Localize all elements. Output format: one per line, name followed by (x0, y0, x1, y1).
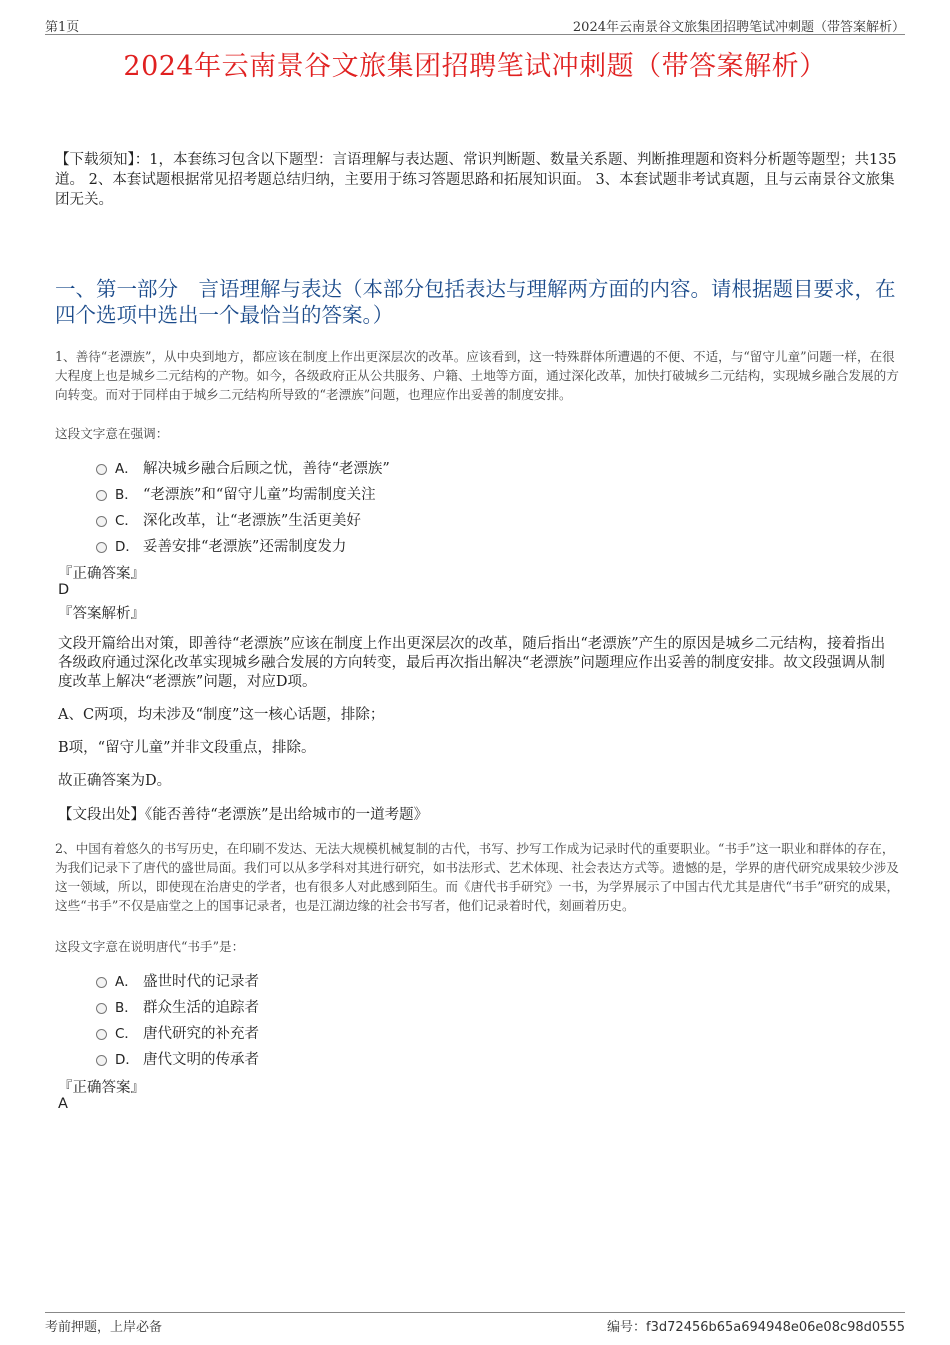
radio-button-icon[interactable] (96, 490, 107, 501)
question-2-option-c[interactable] (96, 1019, 259, 1045)
option-letter: C． (115, 513, 138, 529)
question-1-source: 【文段出处】《能否善待“老漂族”是出给城市的一道考题》 (58, 807, 429, 823)
option-text: 唐代文明的传承者 (143, 1051, 259, 1068)
question-1-option-a[interactable] (96, 454, 390, 480)
question-2-stem: 这段文字意在说明唐代“书手”是： (55, 939, 245, 954)
question-2-option-b[interactable] (96, 993, 259, 1019)
radio-button-icon[interactable] (96, 977, 107, 988)
question-2-answer-label: 『正确答案』 (58, 1080, 145, 1096)
option-text: 盛世时代的记录者 (143, 973, 259, 990)
option-letter: D． (115, 1052, 139, 1068)
option-letter: C． (115, 1026, 138, 1042)
question-2-option-a[interactable] (96, 967, 259, 993)
option-letter: D． (115, 539, 139, 555)
question-1-stem: 这段文字意在强调： (55, 426, 169, 441)
option-text: 妥善安排“老漂族”还需制度发力 (143, 538, 347, 555)
section-title: 一、第一部分 言语理解与表达（本部分包括表达与理解两方面的内容。请根据题目要求，在四个选项中选出一个最恰当的答案。） (55, 277, 896, 327)
option-text: “老漂族”和“留守儿童”均需制度关注 (143, 486, 376, 503)
question-1-analysis-ac: A、C两项，均未涉及“制度”这一核心话题，排除； (58, 707, 385, 723)
radio-button-icon[interactable] (96, 1003, 107, 1014)
page-header (45, 14, 905, 35)
question-2-passage: 2、中国有着悠久的书写历史，在印刷不发达、无法大规模机械复制的古代，书写、抄写工作成为记录时代的重要职业。“书手”这一职业和群体的存在，为我们记录下了唐代的盛世局面。我们可以从多学科对其进行研究，如书法形式、艺术体现、社会表达方式等。遗憾的是，学界的唐代研究成果较少涉及这一领域，所以，即使现在治唐史的学者，也有很多人对此感到陌生。而《唐代书手研究》一书，为学界展示了中国古代尤其是唐代“书手”研究的成果，这些“书手”不仅是庙堂之上的国事记录者，也是江湖边缘的社会书写者，他们记录着时代，刻画着历史。 (55, 841, 900, 913)
question-1-option-c[interactable] (96, 506, 390, 532)
radio-button-icon[interactable] (96, 516, 107, 527)
document-title: 2024年云南景谷文旅集团招聘笔试冲刺题（带答案解析） (123, 51, 827, 82)
radio-button-icon[interactable] (96, 542, 107, 553)
header-doc-title: 2024年云南景谷文旅集团招聘笔试冲刺题（带答案解析） (572, 20, 905, 35)
question-2-option-d[interactable] (96, 1045, 259, 1071)
question-1-analysis-conclusion: 故正确答案为D。 (58, 773, 172, 789)
question-1-analysis-label: 『答案解析』 (58, 606, 145, 622)
page-number: 第1页 (45, 20, 80, 35)
option-text: 深化改革，让“老漂族”生活更美好 (143, 512, 361, 529)
radio-button-icon[interactable] (96, 464, 107, 475)
question-1-answer: D (58, 582, 70, 598)
question-1-analysis-main: 文段开篇给出对策，即善待“老漂族”应该在制度上作出更深层次的改革，随后指出“老漂族”产生的原因是城乡二元结构，接着指出各级政府通过深化改革实现城乡融合发展的方向转变，最后再次指出解决“老漂族”问题理应作出妥善的制度安排。故文段强调从制度改革上解决“老漂族”问题，对应D项。 (58, 636, 886, 690)
question-2-options (96, 967, 259, 1071)
question-1-passage: 1、善待“老漂族”，从中央到地方，都应该在制度上作出更深层次的改革。应该看到，这一特殊群体所遭遇的不便、不适，与“留守儿童”问题一样，在很大程度上也是城乡二元结构的产物。如今，各级政府正从公共服务、户籍、土地等方面，通过深化改革，加快打破城乡二元结构，实现城乡融合发展的方向转变。而对于同样由于城乡二元结构所导致的“老漂族”问题，也理应作出妥善的制度安排。 (55, 349, 899, 402)
footer-slogan: 考前押题，上岸必备 (45, 1320, 163, 1335)
download-notice: 【下载须知】：1，本套练习包含以下题型：言语理解与表达题、常识判断题、数量关系题、判断推理题和资料分析题等题型；共135道。 2、本套试题根据常见招考题总结归纳，主要用于练习答题思路和拓展知识面。 3、本套试题非考试真题，且与云南景谷文旅集团无关。 (55, 152, 897, 208)
option-text: 解决城乡融合后顾之忧，善待“老漂族” (143, 460, 390, 477)
question-1-option-d[interactable] (96, 532, 390, 558)
question-1-answer-label: 『正确答案』 (58, 566, 145, 582)
question-1-options (96, 454, 390, 558)
option-text: 唐代研究的补充者 (143, 1025, 259, 1042)
page-footer (45, 1312, 905, 1335)
radio-button-icon[interactable] (96, 1029, 107, 1040)
document-id: 编号：f3d72456b65a694948e06e08c98d0555 (607, 1320, 905, 1335)
option-letter: A． (115, 974, 138, 990)
question-1-option-b[interactable] (96, 480, 390, 506)
question-2-answer: A (58, 1096, 68, 1112)
option-letter: B． (115, 487, 138, 503)
question-1-analysis-b: B项，“留守儿童”并非文段重点，排除。 (58, 740, 316, 756)
option-letter: B． (115, 1000, 138, 1016)
radio-button-icon[interactable] (96, 1055, 107, 1066)
option-letter: A． (115, 461, 138, 477)
option-text: 群众生活的追踪者 (143, 999, 259, 1016)
